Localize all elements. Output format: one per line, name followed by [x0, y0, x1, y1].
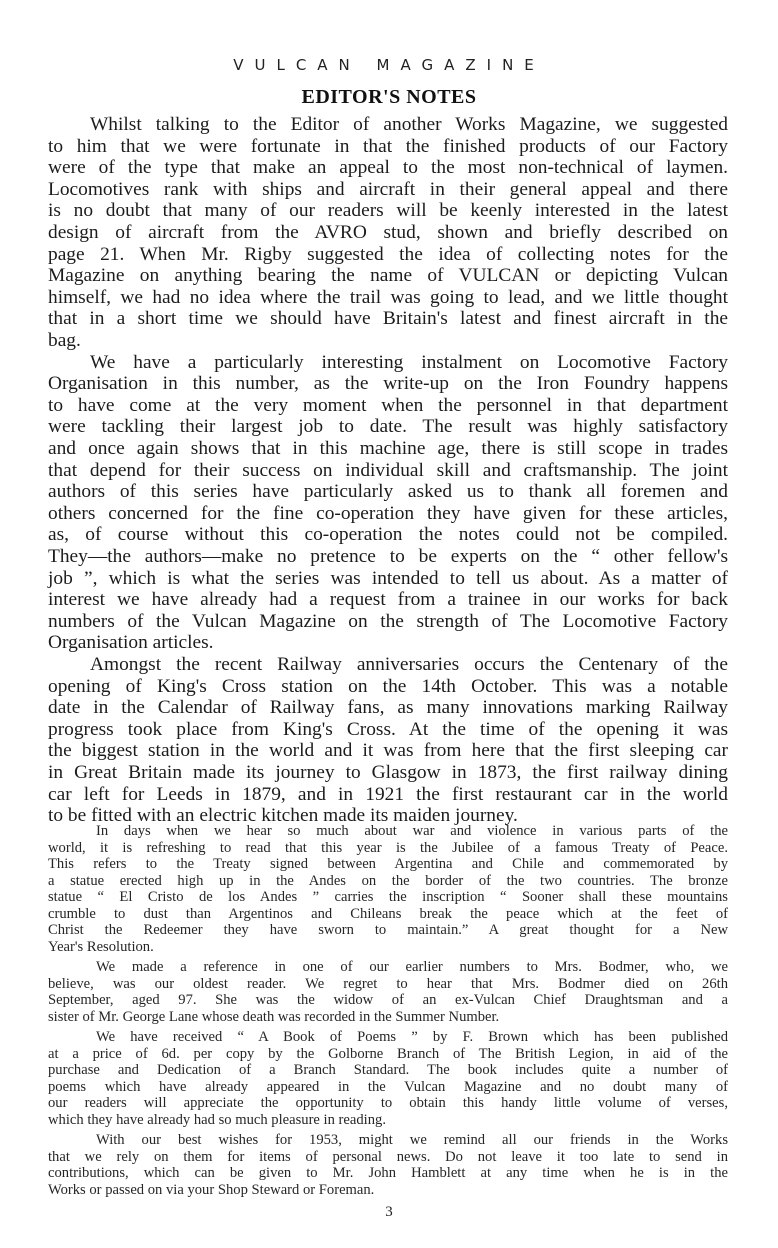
text-line: Whilst talking to the Editor of another Works Magazine, we suggested [90, 114, 728, 135]
text-line: purchase and Dedication of a Branch Standard. The book includes quite a number of [48, 1062, 728, 1078]
text-line: We have a particularly interesting instalment on Locomotive Factory [90, 351, 728, 373]
text-line: as, of course without this co-operation the notes could not be compiled. [48, 524, 728, 546]
text-line: world, it is refreshing to read that this year is the Jubilee of a famous Treaty of Peace. [48, 839, 728, 856]
text-line: numbers of the Vulcan Magazine on the strength of The Locomotive Factory [48, 610, 728, 632]
text-line: at a price of 6d. per copy by the Golborne Branch of The British Legion, in aid of the [48, 1045, 728, 1062]
text-line: Christ the Redeemer they have sworn to maintain.” A great thought for a New [48, 922, 728, 938]
text-line: were of the type that make an appeal to the most non-technical of laymen. [48, 157, 728, 179]
text-line: to have come at the very moment when the personnel in that department [48, 394, 728, 416]
text-line: to be fitted with an electric kitchen made its maiden journey. [48, 805, 518, 827]
text-line: interest we have already had a request from a trainee in our works for back [48, 589, 728, 611]
text-line: date in the Calendar of Railway fans, as many innovations marking Railway [48, 697, 728, 719]
text-line: statue “ El Cristo de los Andes ” carries the inscription “ Sooner shall these mountains [48, 889, 728, 905]
text-line: We made a reference in one of our earlier numbers to Mrs. Bodmer, who, we [96, 959, 728, 975]
text-line: bag. [48, 330, 81, 351]
text-line: Year's Resolution. [48, 938, 154, 955]
text-line: September, aged 97. She was the widow of an ex-Vulcan Chief Draughtsman and a [48, 992, 728, 1008]
text-line: Works or passed on via your Shop Steward or Foreman. [48, 1181, 375, 1198]
text-line: Magazine on anything bearing the name of VULCAN or depicting Vulcan [48, 265, 728, 287]
text-line: Locomotives rank with ships and aircraft in their general appeal and there [48, 178, 728, 200]
text-line: crumble to dust than Argentinos and Chileans break the peace which at the feet of [48, 905, 728, 922]
text-line: We have received “ A Book of Poems ” by F. Brown which has been published [96, 1029, 728, 1045]
text-line: design of aircraft from the AVRO stud, shown and briefly described on [48, 222, 728, 243]
text-line: the biggest station in the world and it was from here that the first sleeping car [48, 740, 728, 762]
text-line: which they have already had so much pleasure in reading. [48, 1111, 386, 1128]
text-line: that we rely on them for items of personal news. Do not leave it too late to send in [48, 1148, 728, 1165]
text-line: progress took place from King's Cross. At the time of the opening it was [48, 718, 728, 740]
text-line: that depend for their success on individual skill and craftsmanship. The joint [48, 459, 728, 481]
text-line: sister of Mr. George Lane whose death was recorded in the Summer Number. [48, 1008, 500, 1025]
text-line: car left for Leeds in 1879, and in 1921 the first restaurant car in the world [48, 783, 728, 805]
text-line: Amongst the recent Railway anniversaries occurs the Centenary of the [90, 654, 728, 675]
text-line: page 21. When Mr. Rigby suggested the idea of collecting notes for the [48, 243, 728, 265]
text-line: is no doubt that many of our readers will be keenly interested in the latest [48, 200, 728, 222]
text-line: others concerned for the fine co-operation they have given for these articles, [48, 502, 728, 524]
text-line: They—the authors—make no pretence to be experts on the “ other fellow's [48, 546, 728, 567]
text-line: With our best wishes for 1953, might we remind all our friends in the Works [96, 1132, 728, 1148]
text-line: a statue erected high up in the Andes on the border of the two countries. The bronze [48, 872, 728, 889]
text-line: job ”, which is what the series was intended to tell us about. As a matter of [48, 567, 728, 589]
text-line: our readers will appreciate the opportunity to obtain this handy little volume of verses, [48, 1095, 728, 1111]
text-line: to him that we were fortunate in that the finished products of our Factory [48, 135, 728, 157]
magazine-masthead: VULCAN MAGAZINE [233, 56, 545, 74]
text-line: Organisation articles. [48, 632, 214, 654]
page-number: 3 [385, 1204, 393, 1220]
text-line: in Great Britain made its journey to Glasgow in 1873, the first railway dining [48, 762, 728, 783]
text-line: poems which have already appeared in the Vulcan Magazine and no doubt many of [48, 1078, 728, 1095]
text-line: contributions, which can be given to Mr. John Hamblett at any time when he is in the [48, 1165, 728, 1181]
page-title: EDITOR'S NOTES [301, 86, 477, 108]
text-line: were tackling their largest job to date. The result was highly satisfactory [48, 416, 728, 438]
text-line: In days when we hear so much about war and violence in various parts of the [96, 823, 728, 839]
text-line: Organisation in this number, as the write-up on the Iron Foundry happens [48, 373, 728, 395]
text-line: believe, was our oldest reader. We regret to hear that Mrs. Bodmer died on 26th [48, 975, 728, 992]
text-line: and once again shows that in this machine age, there is still scope in trades [48, 438, 728, 459]
text-line: that in a short time we should have Britain's latest and finest aircraft in the [48, 308, 728, 330]
text-line: authors of this series have particularly asked us to thank all foremen and [48, 481, 728, 503]
text-line: himself, we had no idea where the trail was going to lead, and we little thought [48, 286, 728, 308]
text-line: This refers to the Treaty signed between Argentina and Chile and commemorated by [48, 856, 728, 872]
text-line: opening of King's Cross station on the 14th October. This was a notable [48, 675, 728, 697]
